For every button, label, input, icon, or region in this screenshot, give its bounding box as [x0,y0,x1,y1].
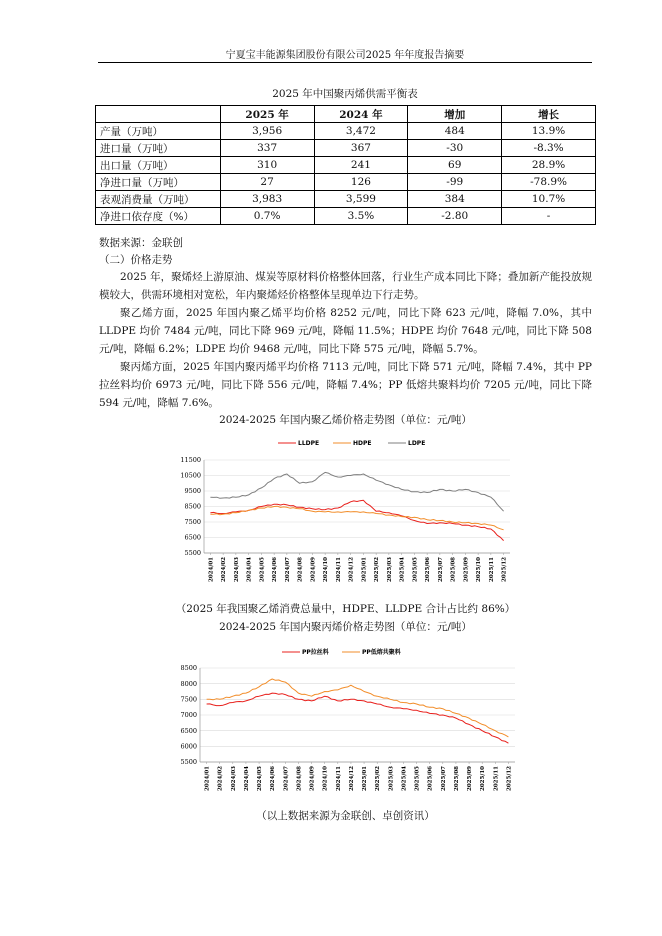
table-cell: 10.7% [502,191,596,208]
x-tick-label: 2025/04 [401,766,408,791]
x-tick-label: 2025/11 [493,766,500,791]
legend-label: HDPE [353,440,372,447]
y-tick-label: 7000 [180,711,197,720]
series-line-PP拉丝料 [207,693,509,743]
x-tick-label: 2024/11 [335,766,342,791]
table-source: 数据来源：金联创 [99,237,183,249]
x-tick-label: 2025/08 [450,557,457,582]
table-row [96,208,596,225]
table-cell: -30 [408,140,502,157]
table-cell: 484 [408,123,502,140]
x-tick-label: 2025/10 [480,766,487,791]
y-tick-label: 9500 [184,487,201,496]
pe-consumption-note: （2025 年我国聚乙烯消费总量中，HDPE、LLDPE 合计占比约 86%） [175,603,516,615]
x-tick-label: 2025/09 [463,557,470,582]
paragraph-overview: 2025 年，聚烯烃上游原油、煤炭等原材料价格整体回落，行业生产成本同比下降；叠加新产能投放规模较大，供需环境相对宽松，年内聚烯烃价格整体呈现单边下行走势。 [99,271,592,301]
table-cell: 28.9% [502,157,596,174]
y-tick-label: 5500 [180,758,197,767]
page-header-title: 宁夏宝丰能源集团股份有限公司2025 年年度报告摘要 [225,50,465,61]
x-tick-label: 2024/11 [335,557,342,582]
x-tick-label: 2024/06 [272,557,279,582]
table-cell: 3.5% [314,208,408,225]
x-tick-label: 2025/02 [375,766,382,791]
series-line-HDPE [210,506,503,530]
x-tick-label: 2025/07 [440,766,447,791]
table-row [96,140,596,157]
x-tick-label: 2024/05 [257,766,264,791]
x-tick-label: 2025/09 [467,766,474,791]
table-cell: 27 [220,174,314,191]
x-tick-label: 2025/05 [414,766,421,791]
x-tick-label: 2024/03 [230,766,237,791]
x-tick-label: 2024/07 [284,557,291,582]
table-row [96,123,596,140]
x-tick-label: 2024/10 [322,766,329,791]
table-row [96,191,596,208]
series-line-PP低熔共聚料 [207,679,509,737]
legend-label: LLDPE [298,440,320,447]
x-tick-label: 2024/09 [310,557,317,582]
table-title: 2025 年中国聚丙烯供需平衡表 [272,88,418,100]
x-tick-label: 2025/05 [412,557,419,582]
x-tick-label: 2024/10 [323,557,330,582]
table-cell: 净进口量（万吨） [96,174,221,191]
x-tick-label: 2025/01 [361,557,368,582]
x-tick-label: 2025/11 [488,557,495,582]
table-cell: 产量（万吨） [96,123,221,140]
section-heading: （二）价格走势 [99,254,173,266]
table-cell: - [502,208,596,225]
table-cell: -78.9% [502,174,596,191]
x-tick-label: 2024/08 [296,766,303,791]
x-tick-label: 2024/06 [270,766,277,791]
x-tick-label: 2024/02 [221,557,228,582]
table-cell: -99 [408,174,502,191]
table-cell: -8.3% [502,140,596,157]
table-cell: -2.80 [408,208,502,225]
paragraph-polypropylene: 聚丙烯方面，2025 年国内聚丙烯平均价格 7113 元/吨，同比下降 571 元/吨，降幅 7.4%，其中 PP 拉丝料均价 6973 元/吨，同比下降 556 元/吨，降幅 7.4%；PP 低熔共聚料均价 7205 元/吨，同比下降 594 元/吨，降幅 7.6%。 [99,361,592,409]
table-cell: 337 [220,140,314,157]
table-cell: 进口量（万吨） [96,140,221,157]
table-cell: 出口量（万吨） [96,157,221,174]
pe-price-chart [178,432,523,592]
x-tick-label: 2024/05 [259,557,266,582]
pp-price-chart [170,645,525,795]
y-tick-label: 8500 [184,502,201,511]
table-header-row [96,106,596,123]
table-cell: 384 [408,191,502,208]
table-cell: 13.9% [502,123,596,140]
x-tick-label: 2024/03 [233,557,240,582]
y-tick-label: 6000 [180,742,197,751]
table-cell: 净进口依存度（%） [96,208,221,225]
series-line-LDPE [210,472,503,511]
y-tick-label: 5500 [184,549,201,558]
table-cell: 310 [220,157,314,174]
table-header-cell: 2024 年 [314,106,408,123]
x-tick-label: 2025/03 [388,766,395,791]
header-divider [98,62,592,63]
paragraph-polyethylene: 聚乙烯方面，2025 年国内聚乙烯平均价格 8252 元/吨，同比下降 623 元/吨，降幅 7.0%，其中 LLDPE 均价 7484 元/吨，同比下降 969 元/吨，降幅 11.5%；HDPE 均价 7648 元/吨，同比下降 508 元/吨，降幅 6.2%；LDPE 均价 9468 元/吨，同比下降 575 元/吨，降幅 5.7%。 [99,307,592,355]
x-tick-label: 2024/01 [208,557,215,582]
supply-demand-table [95,105,596,225]
x-tick-label: 2025/07 [437,557,444,582]
table-header-cell: 2025 年 [220,106,314,123]
table-row [96,174,596,191]
table-header-cell [96,106,221,123]
table-cell: 3,956 [220,123,314,140]
table-row [96,157,596,174]
x-tick-label: 2025/10 [476,557,483,582]
table-header-cell: 增长 [502,106,596,123]
table-cell: 69 [408,157,502,174]
x-tick-label: 2024/02 [217,766,224,791]
y-tick-label: 8500 [180,664,197,673]
table-cell: 241 [314,157,408,174]
x-tick-label: 2024/12 [348,557,355,582]
y-tick-label: 6500 [184,533,201,542]
y-tick-label: 11500 [180,456,201,465]
y-tick-label: 8000 [180,679,197,688]
table-cell: 367 [314,140,408,157]
x-tick-label: 2025/12 [506,766,513,791]
pe-chart-title: 2024-2025 年国内聚乙烯价格走势图（单位：元/吨） [219,414,472,426]
x-tick-label: 2025/04 [399,557,406,582]
table-cell: 0.7% [220,208,314,225]
x-tick-label: 2025/01 [362,766,369,791]
x-tick-label: 2025/06 [427,766,434,791]
table-cell: 3,472 [314,123,408,140]
y-tick-label: 6500 [180,726,197,735]
pp-chart-title: 2024-2025 年国内聚丙烯价格走势图（单位：元/吨） [219,621,472,633]
y-tick-label: 7500 [184,518,201,527]
x-tick-label: 2024/09 [309,766,316,791]
table-cell: 表观消费量（万吨） [96,191,221,208]
table-header-cell: 增加 [408,106,502,123]
table-cell: 3,983 [220,191,314,208]
x-tick-label: 2024/08 [297,557,304,582]
x-tick-label: 2025/06 [425,557,432,582]
final-source-note: （以上数据来源为金联创、卓创资讯） [256,810,435,822]
x-tick-label: 2024/04 [243,766,250,791]
x-tick-label: 2024/04 [246,557,253,582]
x-tick-label: 2024/07 [283,766,290,791]
legend-label: LDPE [408,440,426,447]
x-tick-label: 2025/12 [501,557,508,582]
legend-label: PP低熔共聚料 [362,649,401,656]
x-tick-label: 2025/03 [386,557,393,582]
table-cell: 3,599 [314,191,408,208]
x-tick-label: 2024/12 [348,766,355,791]
table-cell: 126 [314,174,408,191]
x-tick-label: 2024/01 [204,766,211,791]
x-tick-label: 2025/02 [374,557,381,582]
y-tick-label: 7500 [180,695,197,704]
x-tick-label: 2025/08 [453,766,460,791]
legend-label: PP拉丝料 [302,649,329,656]
y-tick-label: 10500 [180,471,201,480]
